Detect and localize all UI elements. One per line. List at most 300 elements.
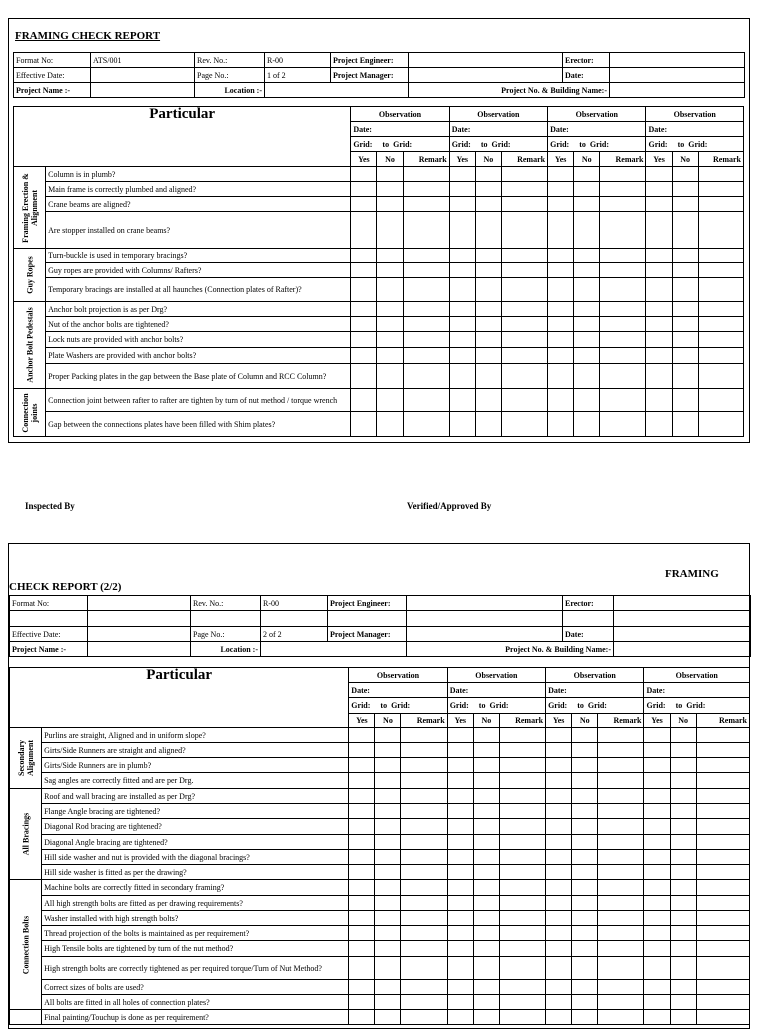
yes-cell[interactable] <box>546 773 572 789</box>
remark-cell[interactable] <box>698 278 743 302</box>
yes-cell[interactable] <box>644 926 670 941</box>
yes-cell[interactable] <box>351 317 377 332</box>
yes-cell[interactable] <box>351 278 377 302</box>
yes-cell[interactable] <box>447 980 473 995</box>
remark-cell[interactable] <box>698 364 743 389</box>
remark-cell[interactable] <box>403 278 449 302</box>
no-cell[interactable] <box>475 197 501 212</box>
remark-cell[interactable] <box>598 995 644 1010</box>
yes-cell[interactable] <box>546 995 572 1010</box>
no-cell[interactable] <box>574 167 600 182</box>
no-cell[interactable] <box>670 995 696 1010</box>
remark-cell[interactable] <box>696 819 749 835</box>
remark-cell[interactable] <box>696 926 749 941</box>
no-cell[interactable] <box>572 728 598 743</box>
remark-cell[interactable] <box>499 804 545 819</box>
remark-cell[interactable] <box>403 167 449 182</box>
no-cell[interactable] <box>670 957 696 980</box>
no-cell[interactable] <box>473 880 499 896</box>
yes-cell[interactable] <box>449 389 475 412</box>
remark-cell[interactable] <box>600 332 646 348</box>
remark-cell[interactable] <box>600 302 646 317</box>
no-cell[interactable] <box>475 348 501 364</box>
yes-cell[interactable] <box>447 941 473 957</box>
remark-cell[interactable] <box>696 1010 749 1025</box>
remark-cell[interactable] <box>501 302 547 317</box>
no-cell[interactable] <box>672 263 698 278</box>
remark-cell[interactable] <box>698 302 743 317</box>
yes-cell[interactable] <box>548 167 574 182</box>
remark-cell[interactable] <box>403 317 449 332</box>
yes-cell[interactable] <box>646 197 672 212</box>
remark-cell[interactable] <box>598 911 644 926</box>
remark-cell[interactable] <box>598 835 644 850</box>
remark-cell[interactable] <box>403 332 449 348</box>
remark-cell[interactable] <box>403 389 449 412</box>
yes-cell[interactable] <box>644 743 670 758</box>
no-cell[interactable] <box>670 804 696 819</box>
remark-cell[interactable] <box>600 348 646 364</box>
no-cell[interactable] <box>377 412 403 437</box>
remark-cell[interactable] <box>598 865 644 880</box>
no-cell[interactable] <box>375 941 401 957</box>
no-cell[interactable] <box>574 389 600 412</box>
yes-cell[interactable] <box>447 728 473 743</box>
yes-cell[interactable] <box>351 332 377 348</box>
yes-cell[interactable] <box>349 865 375 880</box>
remark-cell[interactable] <box>698 263 743 278</box>
no-cell[interactable] <box>473 926 499 941</box>
remark-cell[interactable] <box>499 1010 545 1025</box>
yes-cell[interactable] <box>644 789 670 804</box>
no-cell[interactable] <box>475 389 501 412</box>
no-cell[interactable] <box>475 317 501 332</box>
yes-cell[interactable] <box>646 212 672 249</box>
remark-cell[interactable] <box>501 412 547 437</box>
yes-cell[interactable] <box>351 389 377 412</box>
remark-cell[interactable] <box>598 941 644 957</box>
remark-cell[interactable] <box>401 758 447 773</box>
no-cell[interactable] <box>672 302 698 317</box>
no-cell[interactable] <box>377 167 403 182</box>
no-cell[interactable] <box>473 743 499 758</box>
yes-cell[interactable] <box>546 865 572 880</box>
remark-cell[interactable] <box>501 389 547 412</box>
yes-cell[interactable] <box>548 197 574 212</box>
yes-cell[interactable] <box>548 364 574 389</box>
remark-cell[interactable] <box>698 167 743 182</box>
yes-cell[interactable] <box>546 728 572 743</box>
no-cell[interactable] <box>672 332 698 348</box>
no-cell[interactable] <box>377 197 403 212</box>
remark-cell[interactable] <box>598 743 644 758</box>
no-cell[interactable] <box>672 278 698 302</box>
yes-cell[interactable] <box>349 995 375 1010</box>
no-cell[interactable] <box>473 980 499 995</box>
yes-cell[interactable] <box>349 728 375 743</box>
yes-cell[interactable] <box>646 389 672 412</box>
no-cell[interactable] <box>572 865 598 880</box>
yes-cell[interactable] <box>644 804 670 819</box>
no-cell[interactable] <box>375 911 401 926</box>
yes-cell[interactable] <box>449 364 475 389</box>
remark-cell[interactable] <box>499 789 545 804</box>
remark-cell[interactable] <box>501 182 547 197</box>
yes-cell[interactable] <box>449 412 475 437</box>
yes-cell[interactable] <box>349 835 375 850</box>
yes-cell[interactable] <box>447 789 473 804</box>
remark-cell[interactable] <box>600 263 646 278</box>
yes-cell[interactable] <box>548 332 574 348</box>
yes-cell[interactable] <box>646 348 672 364</box>
no-cell[interactable] <box>572 995 598 1010</box>
no-cell[interactable] <box>473 941 499 957</box>
yes-cell[interactable] <box>546 980 572 995</box>
yes-cell[interactable] <box>447 911 473 926</box>
no-cell[interactable] <box>572 773 598 789</box>
remark-cell[interactable] <box>600 389 646 412</box>
yes-cell[interactable] <box>449 278 475 302</box>
no-cell[interactable] <box>475 167 501 182</box>
yes-cell[interactable] <box>449 182 475 197</box>
no-cell[interactable] <box>672 412 698 437</box>
remark-cell[interactable] <box>696 980 749 995</box>
no-cell[interactable] <box>375 728 401 743</box>
no-cell[interactable] <box>572 941 598 957</box>
no-cell[interactable] <box>670 941 696 957</box>
remark-cell[interactable] <box>696 865 749 880</box>
no-cell[interactable] <box>672 389 698 412</box>
no-cell[interactable] <box>572 926 598 941</box>
yes-cell[interactable] <box>351 249 377 263</box>
no-cell[interactable] <box>574 302 600 317</box>
remark-cell[interactable] <box>598 957 644 980</box>
remark-cell[interactable] <box>499 865 545 880</box>
remark-cell[interactable] <box>403 302 449 317</box>
no-cell[interactable] <box>475 332 501 348</box>
remark-cell[interactable] <box>403 263 449 278</box>
remark-cell[interactable] <box>696 773 749 789</box>
yes-cell[interactable] <box>644 957 670 980</box>
remark-cell[interactable] <box>499 773 545 789</box>
yes-cell[interactable] <box>349 789 375 804</box>
yes-cell[interactable] <box>447 850 473 865</box>
no-cell[interactable] <box>572 850 598 865</box>
yes-cell[interactable] <box>449 332 475 348</box>
no-cell[interactable] <box>473 850 499 865</box>
no-cell[interactable] <box>572 758 598 773</box>
no-cell[interactable] <box>572 743 598 758</box>
remark-cell[interactable] <box>403 348 449 364</box>
remark-cell[interactable] <box>501 278 547 302</box>
no-cell[interactable] <box>572 896 598 911</box>
no-cell[interactable] <box>473 789 499 804</box>
no-cell[interactable] <box>670 896 696 911</box>
remark-cell[interactable] <box>403 412 449 437</box>
remark-cell[interactable] <box>499 926 545 941</box>
remark-cell[interactable] <box>696 804 749 819</box>
yes-cell[interactable] <box>546 835 572 850</box>
yes-cell[interactable] <box>644 773 670 789</box>
yes-cell[interactable] <box>646 182 672 197</box>
remark-cell[interactable] <box>499 995 545 1010</box>
no-cell[interactable] <box>670 911 696 926</box>
remark-cell[interactable] <box>401 941 447 957</box>
remark-cell[interactable] <box>598 926 644 941</box>
remark-cell[interactable] <box>696 896 749 911</box>
no-cell[interactable] <box>672 348 698 364</box>
yes-cell[interactable] <box>644 865 670 880</box>
yes-cell[interactable] <box>351 167 377 182</box>
yes-cell[interactable] <box>349 850 375 865</box>
yes-cell[interactable] <box>646 302 672 317</box>
no-cell[interactable] <box>574 348 600 364</box>
remark-cell[interactable] <box>696 880 749 896</box>
no-cell[interactable] <box>670 743 696 758</box>
remark-cell[interactable] <box>499 980 545 995</box>
no-cell[interactable] <box>475 212 501 249</box>
remark-cell[interactable] <box>598 880 644 896</box>
remark-cell[interactable] <box>401 926 447 941</box>
no-cell[interactable] <box>670 773 696 789</box>
remark-cell[interactable] <box>600 412 646 437</box>
no-cell[interactable] <box>375 1010 401 1025</box>
yes-cell[interactable] <box>447 1010 473 1025</box>
yes-cell[interactable] <box>644 835 670 850</box>
remark-cell[interactable] <box>499 911 545 926</box>
yes-cell[interactable] <box>447 995 473 1010</box>
no-cell[interactable] <box>375 850 401 865</box>
yes-cell[interactable] <box>447 880 473 896</box>
yes-cell[interactable] <box>546 850 572 865</box>
remark-cell[interactable] <box>696 957 749 980</box>
remark-cell[interactable] <box>401 1010 447 1025</box>
no-cell[interactable] <box>377 389 403 412</box>
yes-cell[interactable] <box>546 926 572 941</box>
yes-cell[interactable] <box>644 728 670 743</box>
yes-cell[interactable] <box>644 980 670 995</box>
no-cell[interactable] <box>672 249 698 263</box>
no-cell[interactable] <box>473 773 499 789</box>
remark-cell[interactable] <box>696 789 749 804</box>
no-cell[interactable] <box>574 197 600 212</box>
remark-cell[interactable] <box>698 249 743 263</box>
yes-cell[interactable] <box>449 348 475 364</box>
yes-cell[interactable] <box>548 278 574 302</box>
yes-cell[interactable] <box>644 1010 670 1025</box>
remark-cell[interactable] <box>499 819 545 835</box>
remark-cell[interactable] <box>598 1010 644 1025</box>
remark-cell[interactable] <box>696 743 749 758</box>
yes-cell[interactable] <box>546 911 572 926</box>
no-cell[interactable] <box>574 317 600 332</box>
yes-cell[interactable] <box>349 941 375 957</box>
yes-cell[interactable] <box>449 197 475 212</box>
remark-cell[interactable] <box>499 835 545 850</box>
remark-cell[interactable] <box>598 728 644 743</box>
no-cell[interactable] <box>375 743 401 758</box>
no-cell[interactable] <box>672 364 698 389</box>
yes-cell[interactable] <box>548 182 574 197</box>
no-cell[interactable] <box>572 819 598 835</box>
no-cell[interactable] <box>375 880 401 896</box>
remark-cell[interactable] <box>499 743 545 758</box>
remark-cell[interactable] <box>501 249 547 263</box>
remark-cell[interactable] <box>598 850 644 865</box>
no-cell[interactable] <box>473 896 499 911</box>
remark-cell[interactable] <box>401 980 447 995</box>
yes-cell[interactable] <box>646 317 672 332</box>
remark-cell[interactable] <box>501 263 547 278</box>
yes-cell[interactable] <box>548 317 574 332</box>
remark-cell[interactable] <box>600 167 646 182</box>
remark-cell[interactable] <box>499 896 545 911</box>
yes-cell[interactable] <box>548 389 574 412</box>
remark-cell[interactable] <box>598 819 644 835</box>
yes-cell[interactable] <box>351 302 377 317</box>
remark-cell[interactable] <box>401 865 447 880</box>
yes-cell[interactable] <box>351 197 377 212</box>
no-cell[interactable] <box>375 926 401 941</box>
no-cell[interactable] <box>377 317 403 332</box>
remark-cell[interactable] <box>403 197 449 212</box>
no-cell[interactable] <box>375 758 401 773</box>
no-cell[interactable] <box>377 348 403 364</box>
remark-cell[interactable] <box>600 212 646 249</box>
yes-cell[interactable] <box>546 1010 572 1025</box>
no-cell[interactable] <box>377 249 403 263</box>
no-cell[interactable] <box>574 182 600 197</box>
no-cell[interactable] <box>670 728 696 743</box>
remark-cell[interactable] <box>698 332 743 348</box>
no-cell[interactable] <box>377 182 403 197</box>
yes-cell[interactable] <box>349 880 375 896</box>
remark-cell[interactable] <box>499 850 545 865</box>
yes-cell[interactable] <box>644 896 670 911</box>
yes-cell[interactable] <box>546 758 572 773</box>
no-cell[interactable] <box>377 302 403 317</box>
yes-cell[interactable] <box>644 850 670 865</box>
no-cell[interactable] <box>473 957 499 980</box>
yes-cell[interactable] <box>546 789 572 804</box>
no-cell[interactable] <box>572 980 598 995</box>
remark-cell[interactable] <box>696 995 749 1010</box>
no-cell[interactable] <box>672 182 698 197</box>
no-cell[interactable] <box>572 789 598 804</box>
yes-cell[interactable] <box>351 364 377 389</box>
no-cell[interactable] <box>672 167 698 182</box>
no-cell[interactable] <box>574 212 600 249</box>
no-cell[interactable] <box>473 995 499 1010</box>
no-cell[interactable] <box>672 212 698 249</box>
no-cell[interactable] <box>375 835 401 850</box>
no-cell[interactable] <box>375 804 401 819</box>
yes-cell[interactable] <box>351 348 377 364</box>
remark-cell[interactable] <box>598 980 644 995</box>
no-cell[interactable] <box>572 1010 598 1025</box>
yes-cell[interactable] <box>546 880 572 896</box>
remark-cell[interactable] <box>401 896 447 911</box>
no-cell[interactable] <box>572 880 598 896</box>
yes-cell[interactable] <box>447 926 473 941</box>
remark-cell[interactable] <box>401 835 447 850</box>
yes-cell[interactable] <box>646 278 672 302</box>
remark-cell[interactable] <box>401 911 447 926</box>
yes-cell[interactable] <box>644 941 670 957</box>
yes-cell[interactable] <box>644 758 670 773</box>
remark-cell[interactable] <box>698 389 743 412</box>
remark-cell[interactable] <box>698 212 743 249</box>
remark-cell[interactable] <box>696 758 749 773</box>
remark-cell[interactable] <box>696 911 749 926</box>
yes-cell[interactable] <box>546 957 572 980</box>
remark-cell[interactable] <box>403 212 449 249</box>
remark-cell[interactable] <box>501 364 547 389</box>
no-cell[interactable] <box>670 789 696 804</box>
remark-cell[interactable] <box>598 804 644 819</box>
yes-cell[interactable] <box>447 743 473 758</box>
remark-cell[interactable] <box>401 957 447 980</box>
remark-cell[interactable] <box>499 880 545 896</box>
remark-cell[interactable] <box>600 249 646 263</box>
yes-cell[interactable] <box>644 819 670 835</box>
yes-cell[interactable] <box>548 249 574 263</box>
no-cell[interactable] <box>574 412 600 437</box>
no-cell[interactable] <box>473 865 499 880</box>
yes-cell[interactable] <box>447 804 473 819</box>
no-cell[interactable] <box>475 182 501 197</box>
no-cell[interactable] <box>672 317 698 332</box>
no-cell[interactable] <box>377 263 403 278</box>
no-cell[interactable] <box>375 957 401 980</box>
yes-cell[interactable] <box>449 167 475 182</box>
yes-cell[interactable] <box>449 263 475 278</box>
no-cell[interactable] <box>475 263 501 278</box>
no-cell[interactable] <box>670 819 696 835</box>
yes-cell[interactable] <box>546 804 572 819</box>
remark-cell[interactable] <box>501 348 547 364</box>
no-cell[interactable] <box>473 835 499 850</box>
no-cell[interactable] <box>475 249 501 263</box>
no-cell[interactable] <box>377 332 403 348</box>
remark-cell[interactable] <box>401 819 447 835</box>
remark-cell[interactable] <box>401 789 447 804</box>
remark-cell[interactable] <box>499 728 545 743</box>
remark-cell[interactable] <box>499 941 545 957</box>
no-cell[interactable] <box>572 957 598 980</box>
no-cell[interactable] <box>574 249 600 263</box>
no-cell[interactable] <box>670 758 696 773</box>
no-cell[interactable] <box>473 911 499 926</box>
yes-cell[interactable] <box>349 911 375 926</box>
yes-cell[interactable] <box>351 263 377 278</box>
no-cell[interactable] <box>375 896 401 911</box>
remark-cell[interactable] <box>696 941 749 957</box>
no-cell[interactable] <box>375 789 401 804</box>
no-cell[interactable] <box>473 819 499 835</box>
yes-cell[interactable] <box>548 302 574 317</box>
no-cell[interactable] <box>475 278 501 302</box>
yes-cell[interactable] <box>449 212 475 249</box>
yes-cell[interactable] <box>546 819 572 835</box>
yes-cell[interactable] <box>349 896 375 911</box>
remark-cell[interactable] <box>501 212 547 249</box>
remark-cell[interactable] <box>403 364 449 389</box>
yes-cell[interactable] <box>447 865 473 880</box>
yes-cell[interactable] <box>447 957 473 980</box>
yes-cell[interactable] <box>447 819 473 835</box>
no-cell[interactable] <box>572 804 598 819</box>
